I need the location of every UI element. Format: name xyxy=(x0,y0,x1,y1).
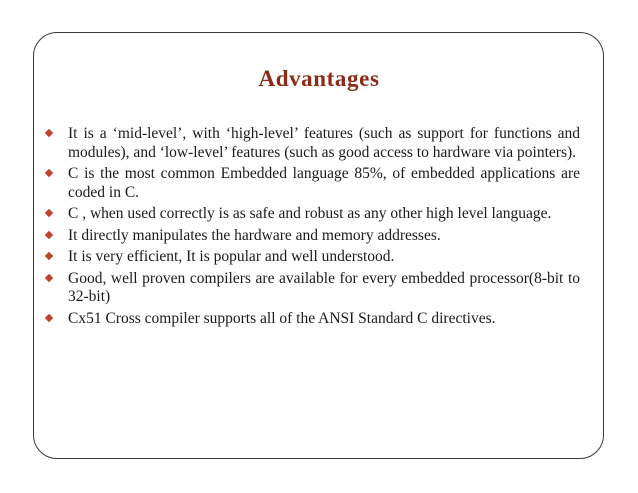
bullet-text: Cx51 Cross compiler supports all of the ANSI Standard C directives. xyxy=(68,309,496,327)
bullet-text: It is a ‘mid-level’, with ‘high-level’ features (such as support for functions and modules), and ‘low-level’ features (such as good access to hardware via pointers). xyxy=(68,125,580,161)
bullet-item xyxy=(68,205,580,224)
bullet-item xyxy=(68,125,580,162)
bullet-item xyxy=(68,270,580,307)
bullet-text: It directly manipulates the hardware and memory addresses. xyxy=(68,226,441,244)
slide-title: Advantages xyxy=(258,66,380,91)
bullet-list xyxy=(68,125,580,331)
bullet-item xyxy=(68,227,580,246)
bullet-item xyxy=(68,165,580,202)
bullet-text: Good, well proven compilers are available for every embedded processor(8-bit to 32-bit) xyxy=(68,269,580,305)
bullet-item xyxy=(68,310,580,329)
bullet-text: C , when used correctly is as safe and robust as any other high level language. xyxy=(68,205,552,222)
bullet-text: It is very efficient, It is popular and well understood. xyxy=(68,248,395,265)
bullet-text: C is the most common Embedded language 85%, of embedded applications are coded in C. xyxy=(68,165,580,201)
bullet-item xyxy=(68,248,580,267)
